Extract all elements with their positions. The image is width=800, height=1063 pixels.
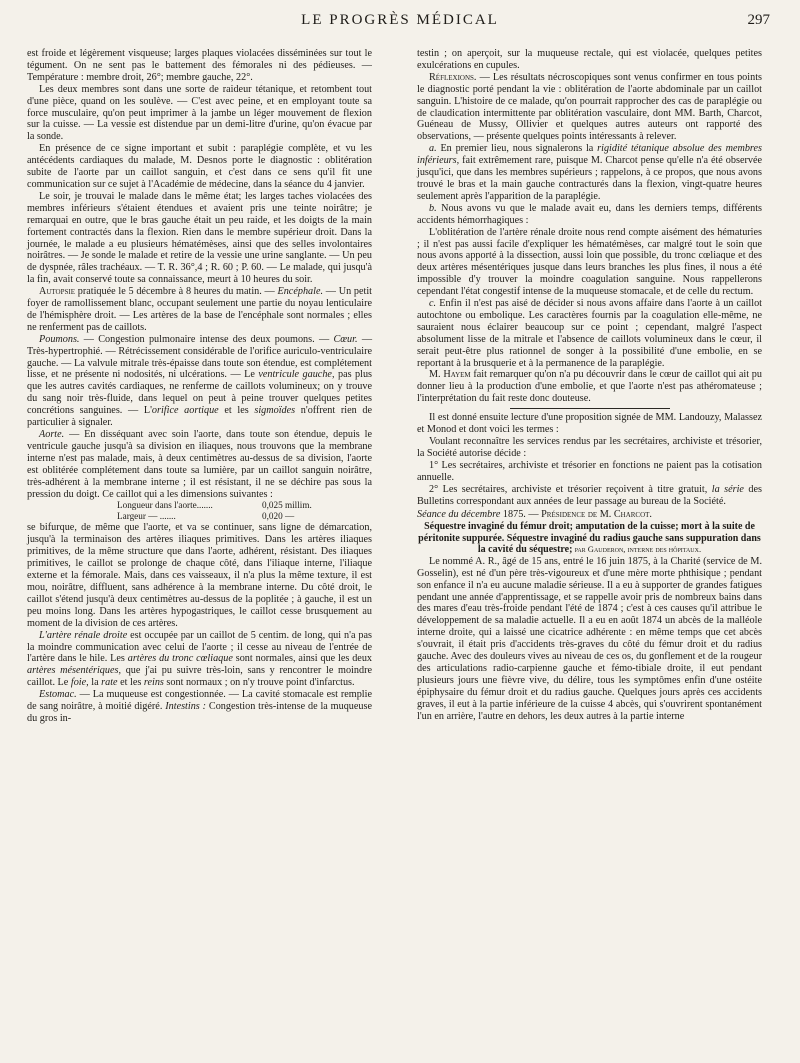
text: et les	[218, 405, 255, 417]
case-title: Séquestre invaginé du fémur droit; amputation de la cuisse; mort à la suite de péritonite suppurée. Séquestre invaginé du radius gauche sans suppuration dans la cavité du séquestre;	[418, 521, 761, 556]
rate-label: rate	[101, 677, 118, 689]
point-c-label: c.	[429, 298, 437, 310]
text: — En disséquant avec soin l'aorte, dans toute son étendue, depuis le ventricule gauche jusqu'à sa division en iliaques, nous trouvons que la membrane interne n'est pas malade, mais, à deux centimètres au-dessus de sa division, l'aorte est oblitérée complétement dans toute sa lumière, par un caillot sanguin noirâtre, très-adhérent à la membrane interne ; il est résistant, il ne se déchire pas sous la pression du doigt. Ce caillot qui a les dimensions suivantes :	[27, 429, 372, 500]
text: n'offrent rien de particulier à signaler.	[27, 405, 373, 429]
autopsie-label: Autopsie	[39, 286, 76, 298]
text: sont normaux ; on n'y trouve point d'infarctus.	[163, 677, 355, 689]
poumons-label: Poumons.	[39, 333, 80, 345]
paragraph: Le soir, je trouvai le malade dans le même état; les larges taches violacées des membres inférieurs s'étaient étendues et avaient pris une teinte noirâtre; je remarquai en outre, que le bras gauche était un peu raide, et les doigts de la main fortement contractés dans la flexion. Rien dans le membre supérieur droit. Dans la journée, le malade a eu plusieurs hématémèses, ainsi que des selles involontaires noirâtres. — Je sonde le malade et retire de la vessie une urine sanglante. — Un peu de dyspnée, râles trachéaux. — T. R. 36°,4 ; R. 60 ; P. 60. — Le malade, qui jusqu'à la fin, avait conservé toute sa connaissance, meurt à 10 heures du soir.	[27, 190, 372, 286]
foie-label: foie,	[70, 677, 89, 689]
section-divider	[510, 408, 670, 409]
text: Congestion très-intense de la muqueuse du gros in-	[27, 701, 372, 724]
text: est occupée par un caillot de 5 centim. de long, qui n'a pas la moindre communication avec celui de l'aorte ; il cesse au niveau de l'entrée de l'artère dans le hile. Les	[27, 629, 372, 665]
paragraph: Il est donné ensuite lecture d'une proposition signée de MM. Landouzy, Malassez et Monod et dont voici les termes :	[417, 412, 762, 436]
page-number: 297	[747, 12, 770, 28]
measure-row	[27, 511, 372, 522]
journal-title: LE PROGRÈS MÉDICAL	[301, 12, 499, 28]
text: et les	[117, 677, 144, 689]
text: pas plus que les autres cavités cardiaques, ne renferme de caillots volumineux; on y trouve du sang noir très-fluide, dans lequel on peut à peine trouver quelques petites concrétions sanguines. — L'	[27, 369, 373, 417]
rigidite-label: rigidité tétanique absolue des membres inférieurs,	[417, 143, 762, 167]
point-b-label: b.	[429, 202, 437, 214]
paragraph-b	[417, 203, 762, 227]
point-a-label: a.	[429, 143, 437, 155]
ventricule-label: ventricule gauche,	[258, 369, 335, 381]
measure-value: 0,020 —	[262, 511, 295, 522]
seance-label: Séance du décembre	[417, 509, 501, 521]
measure-label: Longueur dans l'aorte.......	[117, 500, 213, 511]
paragraph: est froide et légèrement visqueuse; larges plaques violacées disséminées sur tout le tégument. On ne sent pas le battement des fémorales ni des pédieuses. — Température : membre droit, 26°; membre gauche, 22°.	[27, 48, 372, 83]
serie-label: la série	[711, 483, 744, 495]
right-column	[417, 48, 762, 723]
paragraph: En présence de ce signe important et subit : paraplégie complète, et vu les antécédents cardiaques du malade, M. Desnos porte le diagnostic : oblitération subite de l'aorte par un caillot sanguin, et c'est dans ce sens qu'il fit une communication sur ce sujet à l'Académie de médecine, dans la séance du 4 janvier.	[27, 143, 372, 190]
orifice-label: orifice aortique	[151, 405, 219, 417]
renale-label: L'artère rénale droite	[39, 629, 128, 641]
paragraph-2	[417, 484, 762, 508]
paragraph-hayem	[417, 369, 762, 405]
text: des Bulletins correspondant aux années de leur passage au bureau de la Société.	[417, 483, 762, 507]
text: — Un petit foyer de ramollissement blanc, occupant seulement une partie du noyau lenticulaire de l'hémisphère droit. — Les artères de la base de l'encéphale sont normales ; elles ne renferment pas de caillots.	[27, 286, 373, 333]
paragraph: Le nommé A. R., âgé de 15 ans, entré le 16 juin 1875, à la Charité (service de M. Gosselin), est né d'un père très-vigoureux et d'une mère morte phthisique ; pendant son enfance il n'a eu aucune maladie sérieuse. Il a eu à supporter de grandes fatigues pendant une année d'apprentissage, et se rappelle avoir pris de nombreux bains dans des mares d'eau très-froide pendant l'été de 1874 ; c'est à ces causes qu'il attribue le développement de sa maladie actuelle. Il a eu en août 1874 un abcès de la malléole interne droite, qui a laissé une cicatrice adhérente : en même temps que cet abcès s'ouvrait, il était pris d'accidents très-graves du côté du fémur droit et du radius gauche. Avec des douleurs vives au niveau de ces os, du gonflement et de la rougeur des articulations radio-carpienne gauche et fémo-tibiale droite, il eut pendant plusieurs jours une fièvre vive, du délire, tous les symptômes enfin d'une ostéite épiphysaire du fémur droit et du radius gauche. Quelques jours après ces accidents graves, il eut à la partie inférieure de la cuisse 4 abcès, qui s'ouvrirent spontanément l'un en arrière, l'autre en dehors, les deux autres à la partie interne	[417, 555, 762, 722]
text: la	[88, 677, 102, 689]
paragraph-c	[417, 298, 762, 369]
reins-label: reins	[143, 677, 164, 689]
text: que j'ai pu suivre très-loin, sans y rencontrer le moindre caillot. Le	[27, 665, 372, 689]
measure-row	[27, 500, 372, 511]
text: fait remarquer qu'on n'a pu découvrir dans le cœur de caillot qui ait pu donner lieu à la production d'une embolie, et que l'aorte n'est pas athéromateuse ; l'interprétation du fait reste donc douteuse.	[417, 369, 762, 405]
paragraph-aorte	[27, 429, 372, 500]
paragraph: testin ; on aperçoit, sur la muqueuse rectale, qui est violacée, quelques petites exulcérations en cupules.	[417, 48, 762, 71]
aorte-label: Aorte.	[39, 429, 65, 440]
text: Nous avons vu que le malade avait eu, dans les derniers temps, différents accidents hémorrhagiques :	[417, 202, 762, 226]
paragraph: 1° Les secrétaires, archiviste et trésorier en fonctions ne paient pas la cotisation annuelle.	[417, 459, 762, 483]
text: fait extrêmement rare, puisque M. Charcot pense qu'elle n'a été observée jusqu'ici, que dans les membres supérieurs ; rappelons, à ce propos, que nous avons trouvé le bras et la main gauche contracturés dans la flexion, vingt-quatre heures seulement après l'apparition de la paraplégie.	[417, 155, 762, 202]
text: Enfin il n'est pas aisé de décider si nous avons affaire dans l'aorte à un caillot autochtone ou embolique. Les caractères fournis par la coagulation elle-même, ne sauraient nous éclairer beaucoup sur ce point ; cependant, malgré l'aspect absolument lisse de la mitrale et l'absence de caillots volumineux dans le cœur, il serait peut-être plus rationnel de songer à la possibilité d'une embolie, en se reportant à la brusquerie et à la permanence de la paraplégie.	[417, 298, 762, 369]
measure-value: 0,025 millim.	[262, 500, 312, 511]
seance-year: 1875. —	[500, 509, 542, 521]
tronc-label: artères du tronc cœliaque	[127, 653, 233, 665]
mesenteriques-label: artères mésentériques,	[27, 665, 121, 677]
presidence: Présidence de M. Charcot.	[541, 509, 652, 521]
paragraph: Voulant reconnaître les services rendus par les secrétaires, archiviste et trésorier, la Société autorise décide :	[417, 436, 762, 459]
paragraph-autopsie	[27, 286, 372, 334]
paragraph-a	[417, 143, 762, 203]
left-column	[27, 48, 372, 725]
paragraph-reflexions	[417, 72, 762, 143]
paragraph-estomac	[27, 689, 372, 725]
case-heading	[417, 521, 762, 556]
paragraph: se bifurque, de même que l'aorte, et va se continuer, sans ligne de démarcation, jusqu'à la terminaison des artères iliaques primitives. Dans les artères iliaques primitives, de la même structure que dans l'aorte, adhérent, résistant. Des iliaques primitives, le caillot se prolonge de chaque côté, dans l'iliaque interne, l'iliaque externe et la fémorale. Mais, dans ces vaisseaux, il n'a plus la même texture, il est mou, noirâtre, diffluent, sans adhérence à la membrane interne. Du côté droit, le caillot s'étend jusqu'à deux centimètres au-dessus de la poplitée ; à gauche, il est un peu moins long. Dans les artères hypogastriques, le caillot cesse brusquement au moment de la division de ces artères.	[27, 522, 372, 629]
paragraph-renale	[27, 630, 372, 690]
seance-line	[417, 509, 762, 521]
text: pratiquée le 5 décembre à 8 heures du matin. —	[75, 286, 275, 298]
text: — Congestion pulmonaire intense des deux poumons. —	[79, 333, 334, 345]
text: En premier lieu, nous signalerons la	[436, 143, 598, 155]
intestins-label: Intestins :	[165, 701, 207, 713]
estomac-label: Estomac.	[39, 689, 77, 701]
measure-label: Largeur — .......	[117, 511, 176, 522]
text: — La muqueuse est congestionnée. — La cavité stomacale est remplie de sang noirâtre, à moitié digéré.	[27, 689, 372, 713]
coeur-label: Cœur.	[333, 333, 358, 345]
page-header	[24, 12, 776, 34]
paragraph-poumons	[27, 334, 372, 429]
sigmoides-label: sigmoïdes	[254, 405, 296, 417]
case-author: par Gauderon, interne des hôpitaux.	[572, 544, 702, 555]
text: sont normales, ainsi que les deux	[232, 653, 373, 665]
text: — Les résultats nécroscopiques sont venus confirmer en tous points le diagnostic porté pendant la vie : oblitération de l'aorte abdominale par un caillot sanguin. L'histoire de ce malade, qu'on pourrait rapprocher des cas de paraplégie ou de claudication intermittente par oblitération vasculaire, dont MM. Barth, Charcot, Guéneau de Mussy, Ollivier et quelques autres auteurs ont rapporté des observations, — présente quelques points intéressants à relever.	[417, 71, 762, 143]
text: 2° Les secrétaires, archiviste et trésorier reçoivent à titre gratuit,	[429, 483, 712, 495]
paragraph: L'oblitération de l'artère rénale droite nous rend compte aisément des hématuries ; il n'est pas aussi facile d'expliquer les hématémèses, car malgré tout le soin que nous avons apporté à la dissection, aussi loin que possible, du tronc cœliaque et des deux artères mésentériques jusque dans leurs branches les plus fines, il nous a été impossible d'y trouver la moindre coagulation sanguine. Nous rappellerons cependant l'état congestif intense de la muqueuse stomacale, et de celle du rectum.	[417, 226, 762, 298]
hayem-label: M. Hayem	[429, 369, 471, 381]
reflexions-label: Réflexions.	[429, 71, 477, 83]
text: — Très-hypertrophié. — Rétrécissement considérable de l'orifice auriculo-ventriculaire gauche. — La valvule mitrale très-épaisse dans toute son étendue, est complétement lisse, et ne présente ni nodosités, ni ulcérations. — Le	[27, 333, 373, 381]
paragraph: Les deux membres sont dans une sorte de raideur tétanique, et retombent tout d'une pièce, quand on les soulève. — C'est avec peine, et en employant toute sa force musculaire, qu'on peut imprimer à la jambe un léger mouvement de flexion sur la cuisse. — La vessie est distendue par un demi-litre d'urine, qu'on évacue par la sonde.	[27, 83, 372, 143]
encephale-label: Encéphale.	[277, 286, 324, 298]
